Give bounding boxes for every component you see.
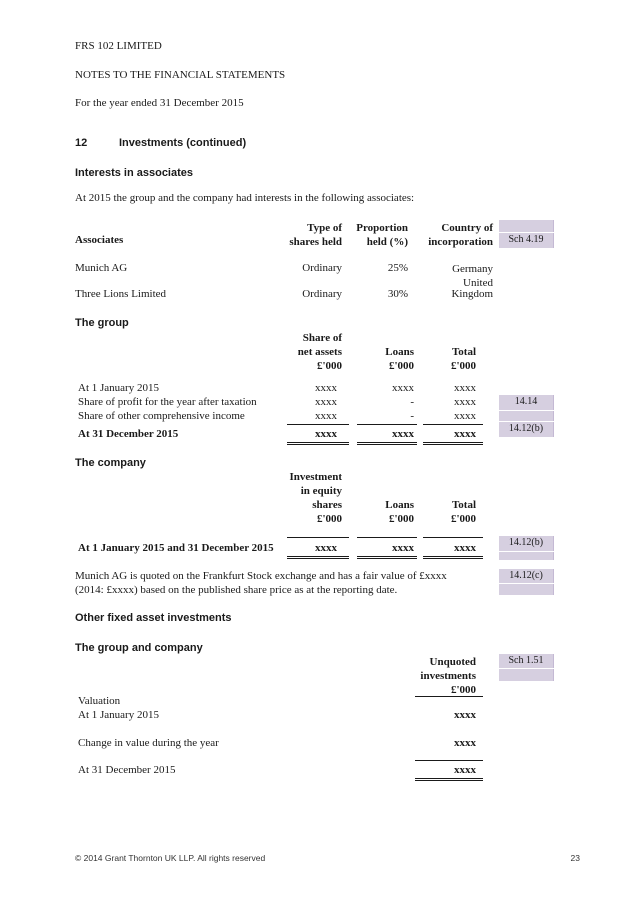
associate-name: Three Lions Limited	[75, 288, 167, 300]
associates-heading: Interests in associates	[75, 167, 194, 179]
group-row-label: At 31 December 2015	[78, 428, 179, 440]
country-line2: United	[463, 277, 493, 289]
company-total-line	[423, 556, 483, 559]
group-subtotal-line	[287, 424, 349, 425]
group-heading: The group	[75, 317, 129, 329]
col-proportion	[330, 221, 408, 249]
associate-proportion: 25%	[387, 262, 408, 274]
group-row-label: Share of other comprehensive income	[78, 410, 245, 422]
associate-name: Munich AG	[75, 262, 128, 274]
ref-cell-blank	[499, 584, 554, 595]
company-col2-line2: £'000	[388, 513, 414, 525]
period-text: For the year ended 31 December 2015	[75, 97, 244, 109]
ref-cell-blank	[499, 220, 554, 232]
company-name: FRS 102 LIMITED	[75, 40, 162, 52]
col-country	[410, 221, 493, 249]
company-col1-line4: £'000	[316, 513, 342, 525]
group-col1-line3: £'000	[316, 360, 342, 372]
col-country-line2: incorporation	[428, 236, 493, 248]
group-col-total	[410, 345, 476, 373]
group-total-line	[357, 442, 417, 445]
section-title: Investments (continued)	[119, 137, 247, 149]
group-total-line	[287, 442, 349, 445]
section-number: 12	[75, 137, 88, 149]
col-country-line1: Country of	[441, 222, 493, 234]
company-subtotal-line	[423, 537, 483, 538]
ref-14-12c: 14.12(c)	[499, 569, 554, 583]
other-row-value: xxxx	[454, 764, 476, 776]
group-total-line	[423, 442, 483, 445]
company-col3-line2: £'000	[450, 513, 476, 525]
group-row-v2: -	[410, 410, 414, 422]
country-line1: Germany	[452, 263, 493, 275]
group-col-share	[262, 331, 342, 373]
col-prop-line1: Proportion	[356, 222, 408, 234]
group-row-v2: xxxx	[392, 428, 414, 440]
group-subtotal-line	[357, 424, 417, 425]
other-total-line	[415, 778, 483, 781]
group-row-v3: xxxx	[454, 428, 476, 440]
company-col3-line1: Total	[451, 499, 476, 511]
company-heading: The company	[75, 457, 146, 469]
other-row-label: Change in value during the year	[78, 737, 219, 749]
col-associates: Associates	[75, 234, 124, 246]
group-row-v1: xxxx	[315, 382, 337, 394]
ref-cell-blank	[499, 411, 554, 421]
ref-sch-1-51: Sch 1.51	[499, 654, 554, 668]
company-col2-line1: Loans	[385, 499, 414, 511]
company-subtotal-line	[287, 537, 349, 538]
associates-intro: At 2015 the group and the company had interests in the following associates:	[75, 192, 415, 204]
quoted-note-line1: Munich AG is quoted on the Frankfurt Stock exchange and has a fair value of £xxxx	[75, 570, 447, 582]
associate-proportion: 30%	[387, 288, 408, 300]
group-col2-line2: £'000	[388, 360, 414, 372]
other-header-line	[415, 696, 483, 697]
other-row-value: xxxx	[454, 737, 476, 749]
company-col1-line3: shares	[312, 499, 342, 511]
ref-cell-blank	[499, 552, 554, 560]
company-total-line	[357, 556, 417, 559]
ref-sch-4-19: Sch 4.19	[499, 233, 554, 248]
group-col3-line1: Total	[451, 346, 476, 358]
group-col3-line2: £'000	[450, 360, 476, 372]
group-row-v1: xxxx	[315, 428, 337, 440]
company-col1-line2: in equity	[300, 485, 342, 497]
group-row-v1: xxxx	[315, 396, 337, 408]
valuation-label: Valuation	[78, 695, 121, 707]
quoted-note-line2: (2014: £xxxx) based on the published share price as at the reporting date.	[75, 584, 398, 596]
other-row-label: At 31 December 2015	[78, 764, 176, 776]
group-col-loans	[340, 345, 414, 373]
group-row-v2: -	[410, 396, 414, 408]
company-col1-line1: Investment	[289, 471, 342, 483]
col-type-line2: shares held	[289, 236, 342, 248]
company-col-total	[410, 498, 476, 526]
other-col-unquoted	[400, 655, 476, 697]
company-total-line	[287, 556, 349, 559]
other-subheading: The group and company	[75, 642, 203, 654]
group-row-v2: xxxx	[392, 382, 414, 394]
other-col-line1: Unquoted	[429, 656, 476, 668]
ref-14-14: 14.14	[499, 395, 554, 410]
company-row-label: At 1 January 2015 and 31 December 2015	[78, 542, 274, 554]
group-subtotal-line	[423, 424, 483, 425]
col-prop-line2: held (%)	[366, 236, 408, 248]
company-col-loans	[340, 498, 414, 526]
group-row-v1: xxxx	[315, 410, 337, 422]
page-number: 23	[570, 853, 580, 863]
group-row-label: Share of profit for the year after taxation	[78, 396, 257, 408]
company-subtotal-line	[357, 537, 417, 538]
group-row-v3: xxxx	[454, 396, 476, 408]
col-type-line1: Type of	[307, 222, 342, 234]
ref-14-12b: 14.12(b)	[499, 422, 554, 437]
group-row-label: At 1 January 2015	[78, 382, 159, 394]
associate-country	[410, 262, 493, 290]
group-row-v3: xxxx	[454, 410, 476, 422]
company-col-investment	[262, 470, 342, 526]
associate-country: Kingdom	[451, 288, 493, 300]
group-col2-line1: Loans	[385, 346, 414, 358]
other-heading: Other fixed asset investments	[75, 612, 232, 624]
other-col-line2: investments	[420, 670, 476, 682]
associate-type: Ordinary	[302, 262, 342, 274]
company-row-v1: xxxx	[315, 542, 337, 554]
group-row-v3: xxxx	[454, 382, 476, 394]
other-row-label: At 1 January 2015	[78, 709, 159, 721]
footer-copyright: © 2014 Grant Thornton UK LLP. All rights reserved	[75, 853, 266, 863]
ref-14-12b: 14.12(b)	[499, 536, 554, 551]
ref-cell-blank	[499, 669, 554, 681]
company-row-v3: xxxx	[454, 542, 476, 554]
document-title: NOTES TO THE FINANCIAL STATEMENTS	[75, 69, 286, 81]
group-col1-line1: Share of	[302, 332, 342, 344]
associate-type: Ordinary	[302, 288, 342, 300]
group-col1-line2: net assets	[297, 346, 342, 358]
other-col-line3: £'000	[450, 684, 476, 696]
other-subtotal-line	[415, 760, 483, 761]
other-row-value: xxxx	[454, 709, 476, 721]
company-row-v2: xxxx	[392, 542, 414, 554]
